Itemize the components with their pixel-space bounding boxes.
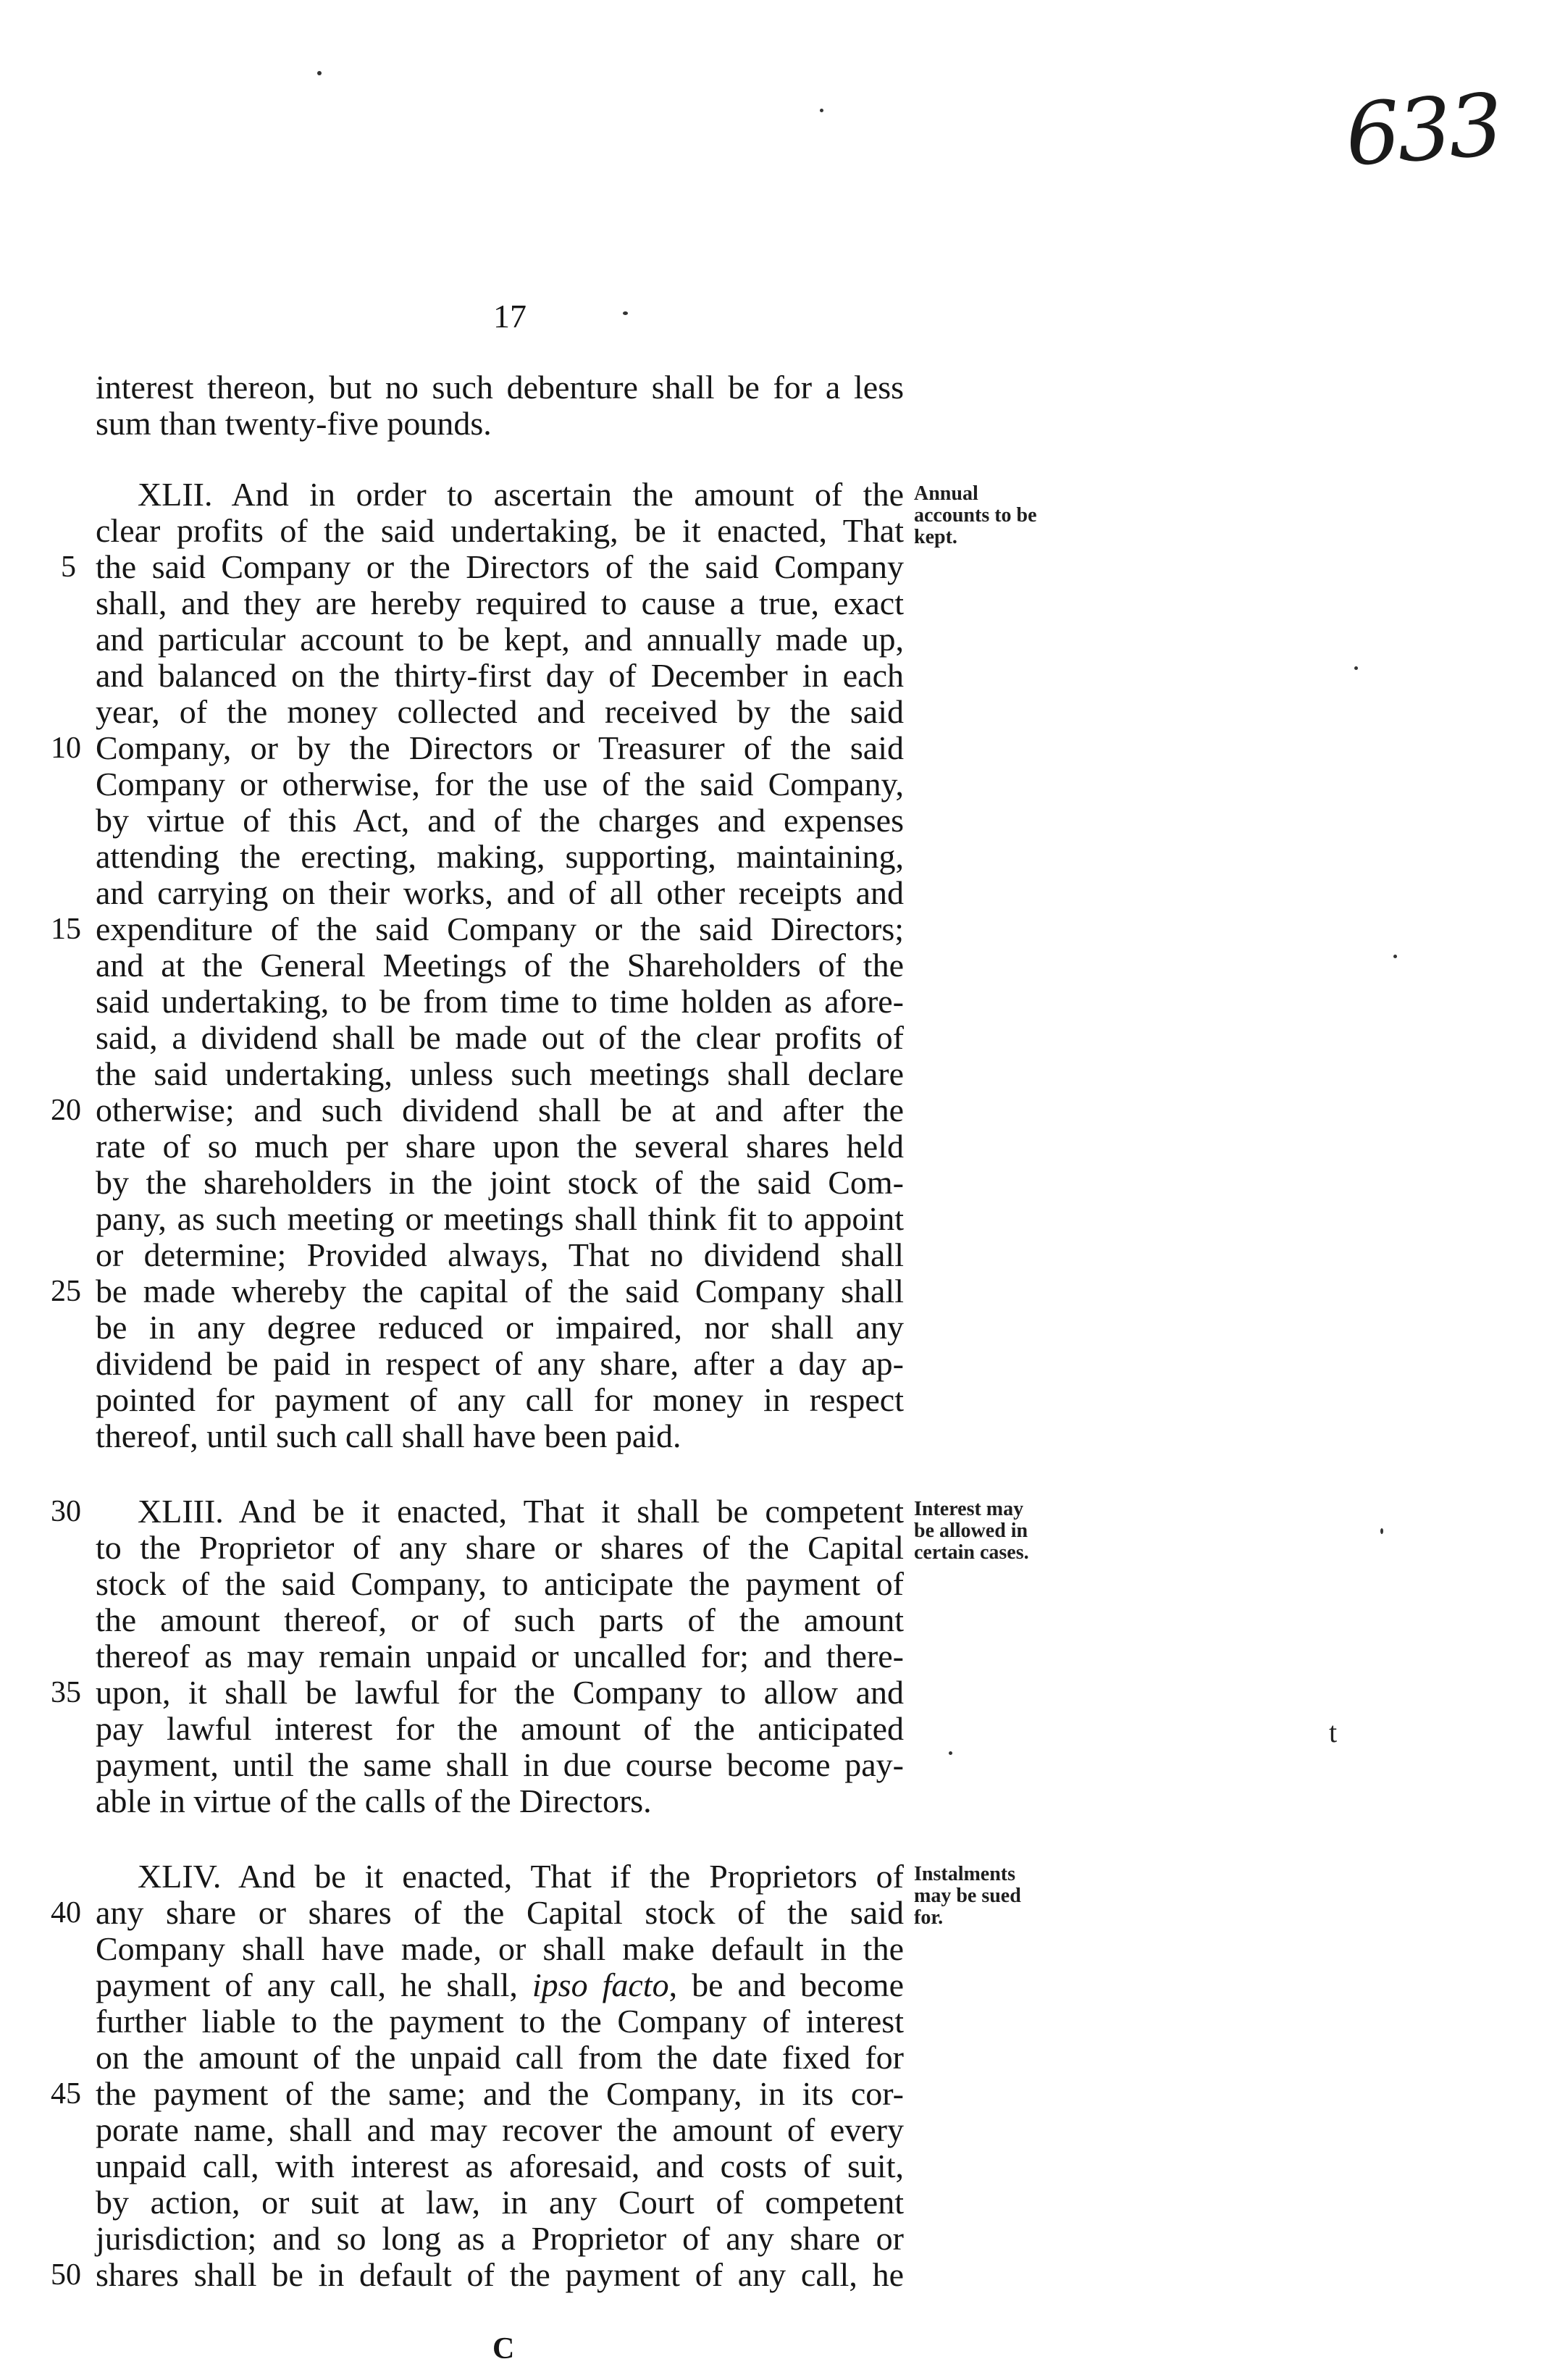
line-number: 15 [51,913,81,946]
text-line: the said undertaking, unless such meetings shall declare [96,1055,904,1092]
text-line: XLIV. And be it enacted, That if the Proprietors of [138,1858,904,1895]
text-line: the amount thereof, or of such parts of the amount [96,1601,904,1638]
line-number: 50 [51,2258,81,2292]
text-line: dividend be paid in respect of any share, after a day ap- [96,1345,904,1382]
marginal-note-line: Instalments [914,1863,1016,1885]
text-line: any share or shares of the Capital stock of the said [96,1894,904,1931]
text-line: Company, or by the Directors or Treasurer of the said [96,729,904,766]
text-line: pany, as such meeting or meetings shall think fit to appoint [96,1200,904,1237]
text-line: by virtue of this Act, and of the charges and expenses [96,802,904,839]
text-line: able in virtue of the calls of the Directors. [96,1782,652,1819]
text-line: and at the General Meetings of the Shareholders of the [96,947,904,984]
marginal-note-line: kept. [914,526,957,548]
marginal-note-line: Annual [914,482,978,505]
text-line: by action, or suit at law, in any Court of competent [96,2184,904,2221]
text-line: expenditure of the said Company or the said Directors; [96,910,904,947]
text-line: pointed for payment of any call for money in respect [96,1381,904,1418]
marginal-note-line: certain cases. [914,1541,1029,1564]
line-number: 35 [51,1676,81,1709]
text-line: be in any degree reduced or impaired, nor shall any [96,1309,904,1346]
scan-speck [317,71,322,75]
text-line: unpaid call, with interest as aforesaid, and costs of suit, [96,2148,904,2184]
text-line: to the Proprietor of any share or shares of the Capital [96,1529,904,1566]
line-number: 20 [51,1094,81,1127]
text-line: upon, it shall be lawful for the Company to allow and [96,1674,904,1711]
text-line: XLIII. And be it enacted, That it shall be competent [138,1493,904,1530]
text-line: or determine; Provided always, That no dividend shall [96,1236,904,1273]
text-line: thereof, until such call shall have been paid. [96,1417,681,1454]
text-line: attending the erecting, making, supporting, maintaining, [96,838,904,875]
text-line: otherwise; and such dividend shall be at and after the [96,1091,904,1128]
text-line: porate name, shall and may recover the amount of every [96,2111,904,2148]
text-line: and particular account to be kept, and annually made up, [96,621,904,658]
text-line: shares shall be in default of the payment of any call, he [96,2256,904,2293]
text-line: the said Company or the Directors of the said Company [96,548,904,585]
text-line: sum than twenty-five pounds. [96,405,492,442]
text-line: and balanced on the thirty-first day of December in each [96,657,904,694]
scan-speck [623,311,628,315]
text-line: jurisdiction; and so long as a Proprietor of any share or [96,2220,904,2257]
scan-speck [1354,666,1358,670]
text-line: thereof as may remain unpaid or uncalled for; and there- [96,1638,904,1675]
page-number: 17 [493,298,527,335]
text-line: said, a dividend shall be made out of the clear profits of [96,1019,904,1056]
line-number: 10 [51,732,81,765]
text-line: the payment of the same; and the Company, in its cor- [96,2075,904,2112]
marginal-note-line: Interest may [914,1498,1024,1520]
text-line: clear profits of the said undertaking, be it enacted, That [96,512,904,549]
line-number: 45 [51,2077,81,2111]
text-line: stock of the said Company, to anticipate the payment of [96,1565,904,1602]
text-line: further liable to the payment to the Company of interest [96,2003,904,2040]
line-number: 40 [51,1896,81,1929]
text-line: by the shareholders in the joint stock of the said Com- [96,1164,904,1201]
scan-speck [820,109,823,112]
scan-speck [1380,1528,1383,1534]
line-number: 25 [51,1275,81,1308]
text-line: pay lawful interest for the amount of the anticipated [96,1710,904,1747]
text-line: XLII. And in order to ascertain the amount of the [138,476,904,513]
marginal-note-line: be allowed in [914,1520,1028,1542]
text-line: be made whereby the capital of the said Company shall [96,1273,904,1310]
text-line: on the amount of the unpaid call from the date fixed for [96,2039,904,2076]
text-line: shall, and they are hereby required to cause a true, exact [96,584,904,621]
scan-speck [949,1751,952,1755]
text-line: payment, until the same shall in due course become pay- [96,1746,904,1783]
line-number: 5 [61,550,76,584]
latin-phrase: ipso facto [532,1966,669,2003]
text-line: and carrying on their works, and of all other receipts and [96,874,904,911]
text-line: rate of so much per share upon the several shares held [96,1128,904,1165]
marginal-note-line: may be sued [914,1885,1021,1907]
text-line: interest thereon, but no such debenture shall be for a less [96,369,904,406]
scan-speck [1393,955,1397,958]
text-line: Company or otherwise, for the use of the said Company, [96,766,904,803]
marginal-note-line: for. [914,1906,944,1929]
folio-number: 633 [1342,74,1503,185]
text-line: Company shall have made, or shall make default in the [96,1930,904,1967]
signature-mark: C [492,2332,515,2366]
margin-pen-mark: t [1329,1716,1338,1748]
text-line: year, of the money collected and received by the said [96,693,904,730]
text-line: payment of any call, he shall, ipso facto, be and become [96,1966,904,2003]
marginal-note-line: accounts to be [914,504,1037,527]
line-number: 30 [51,1495,81,1528]
text-line: said undertaking, to be from time to time holden as afore- [96,983,904,1020]
